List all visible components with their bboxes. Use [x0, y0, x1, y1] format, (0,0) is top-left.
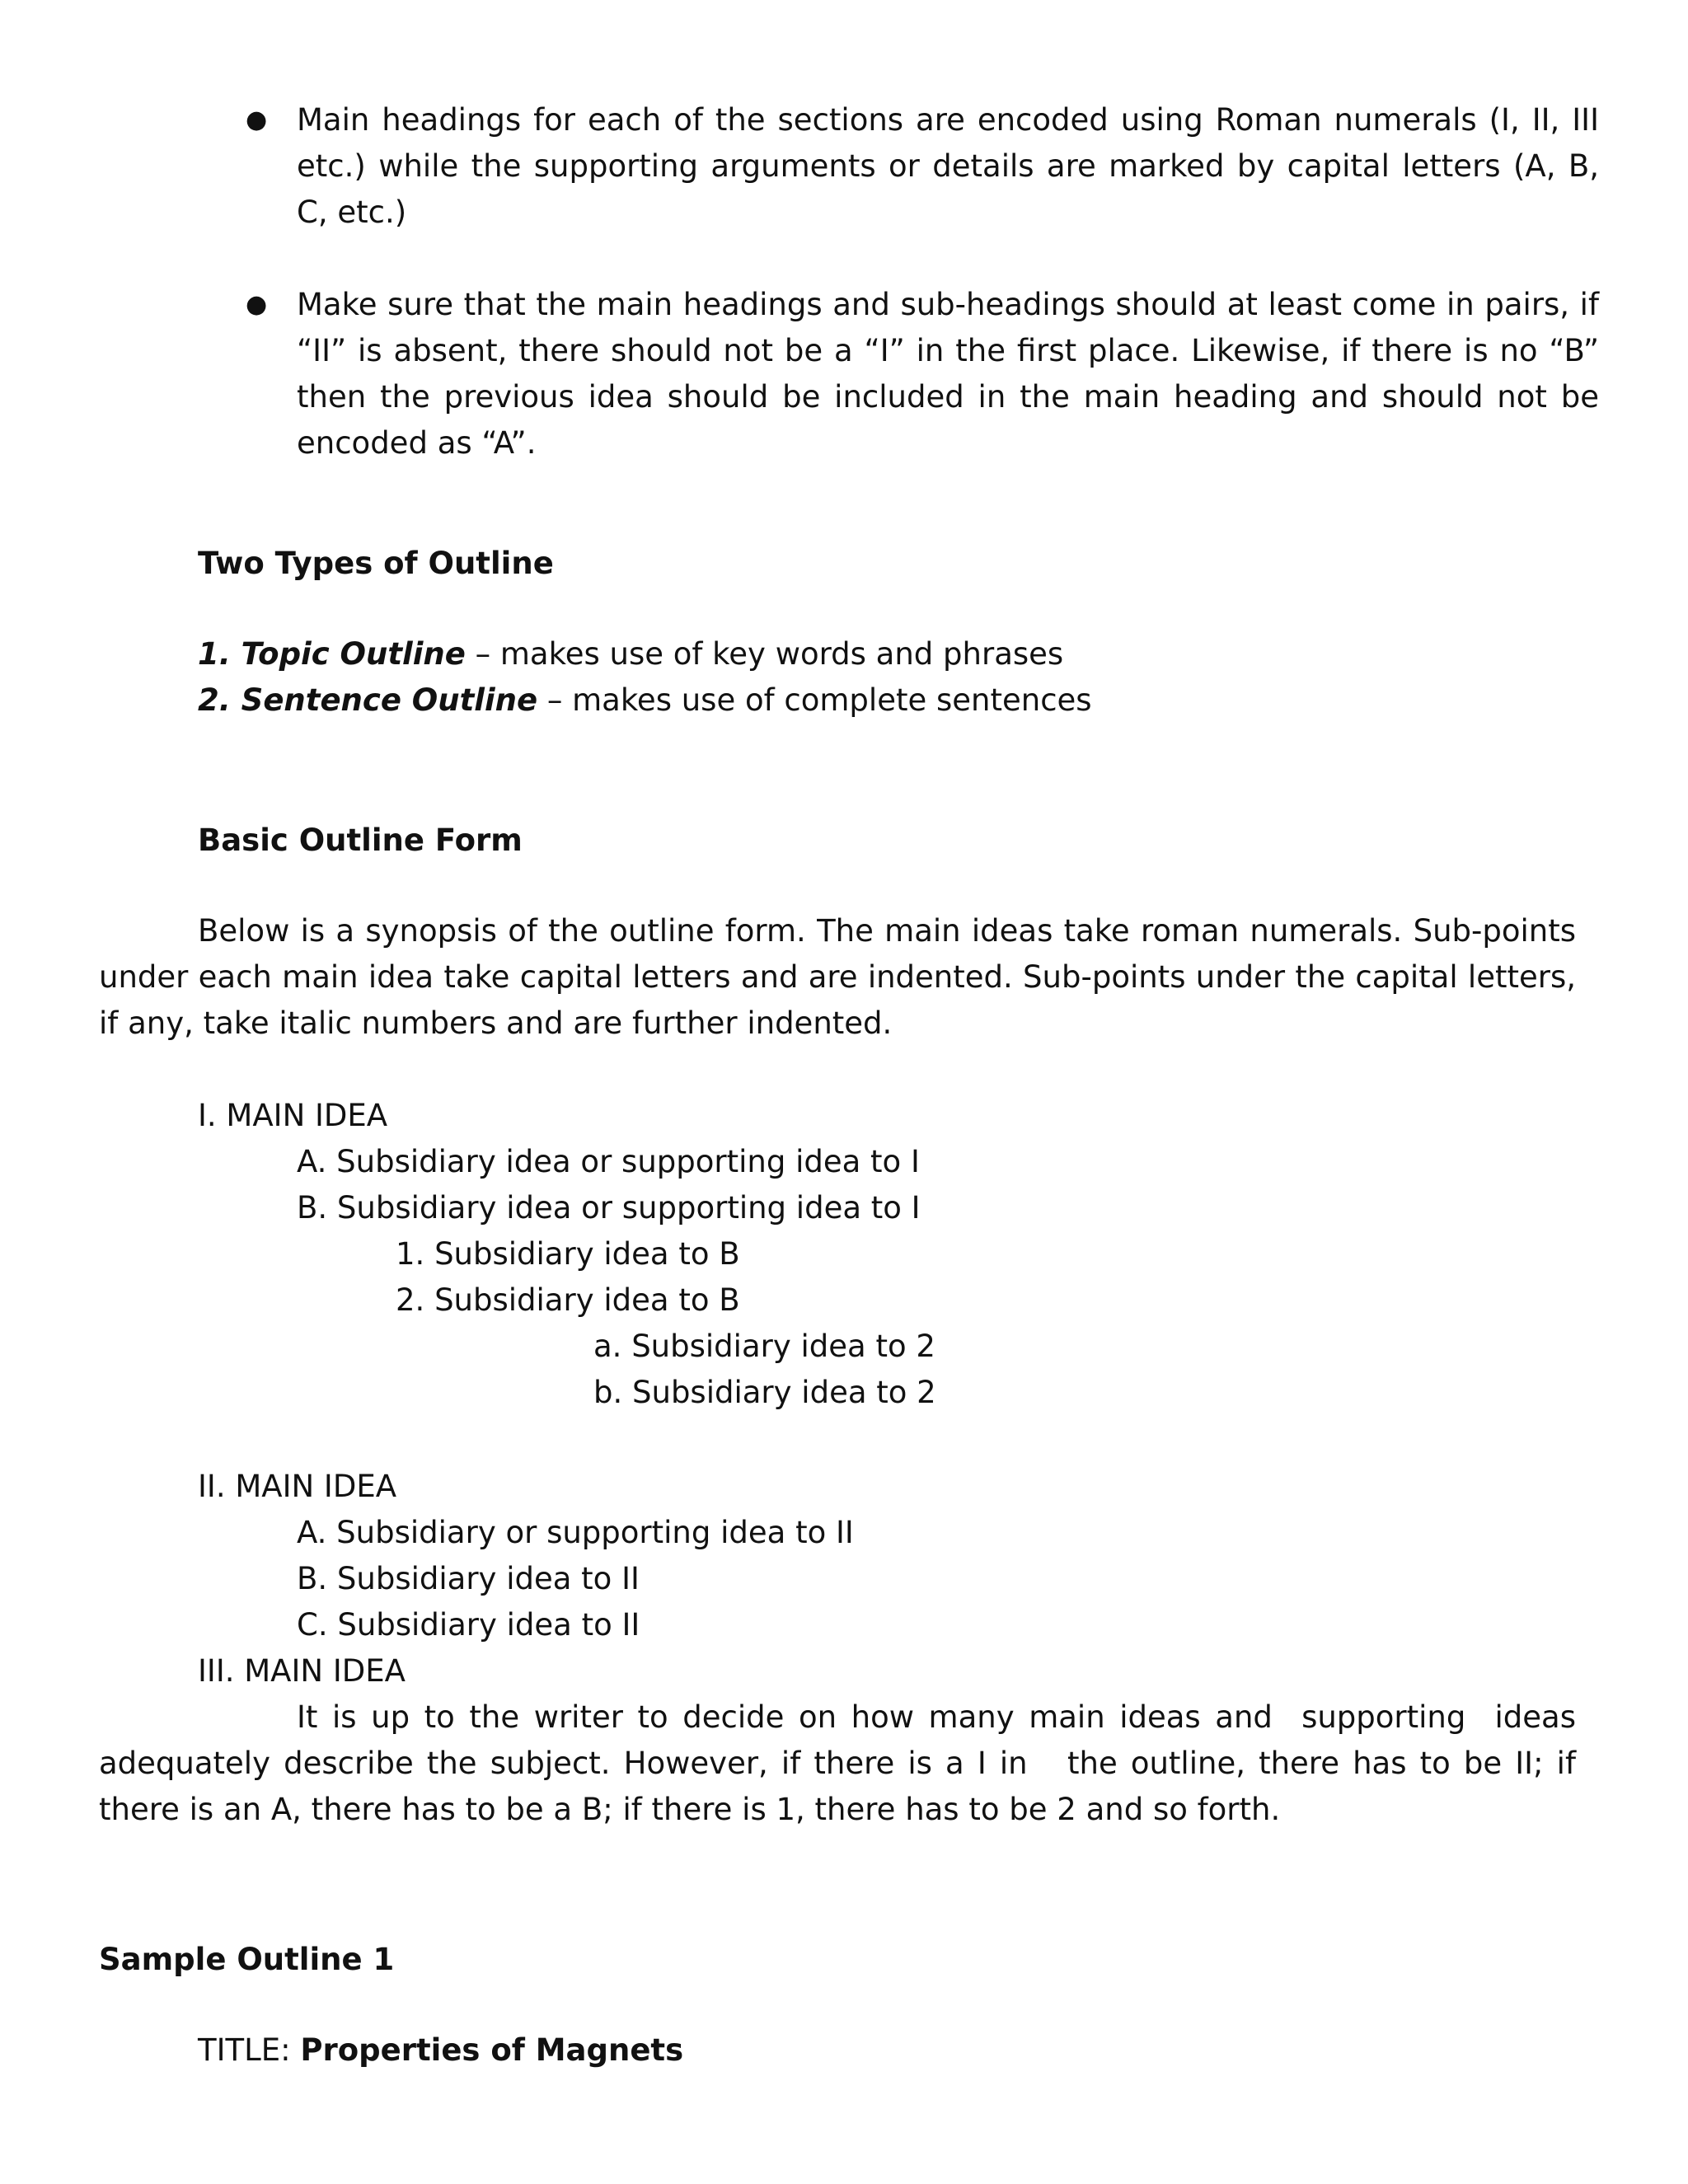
type-desc: – makes use of key words and phrases	[465, 636, 1064, 672]
outline-sub-1: 1. Subsidiary idea to B	[396, 1236, 740, 1272]
type-item-sentence	[198, 677, 1092, 724]
outline-main-3: III. MAIN IDEA	[198, 1653, 406, 1689]
outline-main-1: I. MAIN IDEA	[198, 1098, 388, 1133]
outline-sub-a-lower: a. Subsidiary idea to 2	[593, 1329, 935, 1364]
type-term: 1. Topic Outline	[198, 636, 466, 672]
outline-main-2: II. MAIN IDEA	[198, 1469, 397, 1504]
basic-outline-heading: Basic Outline Form	[198, 823, 523, 858]
type-term: 2. Sentence Outline	[198, 682, 538, 718]
bullet-icon: ●	[246, 290, 268, 319]
title-label: TITLE:	[198, 2032, 301, 2068]
guideline-list	[198, 97, 1599, 513]
guideline-item	[198, 282, 1599, 466]
outline-sub-b: B. Subsidiary idea or supporting idea to I	[297, 1190, 921, 1226]
outline-sub-a: A. Subsidiary or supporting idea to II	[297, 1515, 854, 1550]
type-desc: – makes use of complete sentences	[537, 682, 1092, 718]
outline-sub-b: B. Subsidiary idea to II	[297, 1561, 640, 1596]
outline-sub-2: 2. Subsidiary idea to B	[396, 1282, 740, 1318]
types-heading: Two Types of Outline	[198, 546, 554, 581]
outline-sub-c: C. Subsidiary idea to II	[297, 1607, 640, 1643]
outline-closing-paragraph: It is up to the writer to decide on how many main ideas and supporting ideas adequately describe the subject. However, if there is a I in the outline, there has to be II; if there is an A, there has to be a B; if there is 1, there has to be 2 and so forth.	[99, 1699, 1586, 1827]
outline-sub-b-lower: b. Subsidiary idea to 2	[593, 1375, 936, 1410]
outline-sub-a: A. Subsidiary idea or supporting idea to I	[297, 1144, 920, 1179]
bullet-icon: ●	[246, 105, 268, 134]
basic-outline-intro: Below is a synopsis of the outline form. The main ideas take roman numerals. Sub-points under each main idea take capital letters and are indented. Sub-points under the capital letters, if any, take italic numbers and are further indented.	[99, 913, 1576, 1041]
guideline-text: Make sure that the main headings and sub-headings should at least come in pairs, if “II” is absent, there should not be a “I” in the first place. Likewise, if there is no “B” then the previous idea should be included in the main heading and should not be encoded as “A”.	[297, 287, 1599, 461]
sample-title-line	[198, 2027, 683, 2074]
sample-outline-heading: Sample Outline 1	[99, 1942, 395, 1977]
guideline-item	[198, 97, 1599, 236]
guideline-text: Main headings for each of the sections are encoded using Roman numerals (I, II, III etc.) while the supporting arguments or details are marked by capital letters (A, B, C, etc.)	[297, 102, 1599, 230]
type-item-topic	[198, 631, 1063, 677]
title-value: Properties of Magnets	[300, 2032, 684, 2068]
